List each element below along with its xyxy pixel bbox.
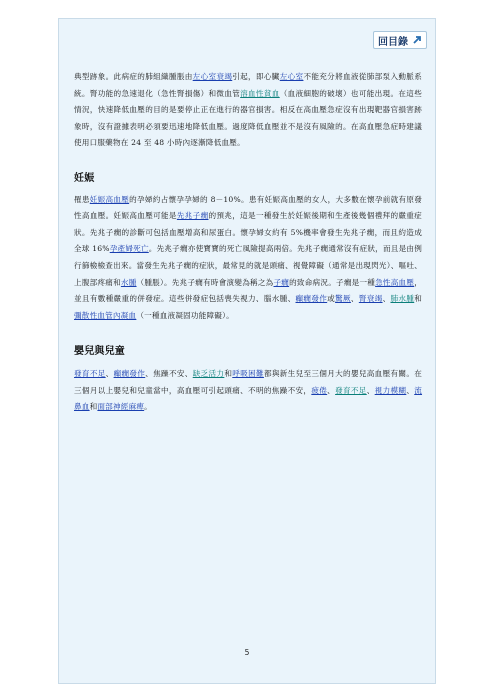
- link-lethargy[interactable]: 缺乏活力: [192, 368, 225, 378]
- text: 罹患: [74, 194, 90, 204]
- link-acute-hypertension[interactable]: 急性高血壓: [375, 277, 415, 287]
- text: 的致命病況。子癇是一種: [289, 277, 376, 287]
- link-gestational-hypertension[interactable]: 妊娠高血壓: [89, 194, 130, 204]
- link-left-ventricle[interactable]: 左心室: [279, 72, 304, 81]
- link-eclampsia[interactable]: 子癇: [273, 277, 290, 287]
- link-edema[interactable]: 水腫: [120, 277, 137, 287]
- link-nosebleed[interactable]: 流鼻血: [74, 385, 423, 412]
- text: 、: [406, 385, 415, 395]
- text: 引起，即心臟: [232, 72, 280, 81]
- text: 或: [327, 294, 336, 304]
- link-fatigue[interactable]: 疲倦: [311, 385, 328, 395]
- link-failure-to-thrive[interactable]: 發育不足: [74, 368, 106, 378]
- back-to-contents-button[interactable]: [373, 31, 427, 49]
- section-heading-children: 嬰兒與兒童: [74, 346, 125, 358]
- text: 、: [327, 385, 336, 395]
- link-blurred-vision[interactable]: 視力模糊: [374, 385, 407, 395]
- back-to-contents-label: 回目錄: [378, 36, 408, 48]
- page-number: 5: [244, 648, 250, 657]
- link-hemolytic-anemia[interactable]: 溶血性貧血: [240, 88, 280, 98]
- article-body: [74, 69, 422, 416]
- link-convulsion[interactable]: 驚厥: [335, 294, 351, 304]
- text: 、: [382, 294, 391, 304]
- link-left-heart-failure[interactable]: 左心室衰竭: [192, 72, 233, 81]
- link-seizure[interactable]: 癲癇發作: [295, 294, 328, 304]
- text: （血液細胞的破壞）也可能出現。在這些情況，快速降低血壓的目的是要停止正在進行的器官損害。相反在高血壓急症沒有出現靶器官損害跡象時，沒有證據表明必須要迅速地降低血壓。過度降低血壓並不是沒有風險的。在高血壓急症時建議使用口服藥物在 24 至 48 小時內逐漸降低血壓。: [74, 88, 422, 148]
- content-frame: [58, 18, 436, 684]
- text: 。: [144, 402, 152, 412]
- text: 和: [224, 368, 233, 378]
- link-maternal-death[interactable]: 孕產婦死亡: [109, 244, 149, 254]
- link-kidney-failure[interactable]: 腎衰竭: [358, 294, 383, 304]
- text: ，並且有數種嚴重的併發症。這些併發症包括喪失視力、腦水腫、: [74, 277, 422, 304]
- text: （一種血液凝固功能障礙）。: [136, 310, 234, 320]
- text: 、: [350, 294, 359, 304]
- paragraph-pregnancy: [74, 192, 422, 325]
- text: 和: [89, 402, 98, 412]
- text: 、焦躁不安、: [145, 368, 193, 378]
- link-preeclampsia[interactable]: 先兆子癇: [176, 211, 209, 221]
- text: 的孕婦約占懷孕孕婦的 8－10%。患有妊娠高血壓的女人，大多數在懷孕前就有原發性高血壓。妊娠高血壓可能是: [74, 194, 422, 221]
- paragraph-children: [74, 366, 422, 416]
- link-pulmonary-edema[interactable]: 肺水腫: [390, 294, 415, 304]
- text: 和: [414, 294, 423, 304]
- link-failure-to-thrive-2[interactable]: 發育不足: [335, 385, 367, 395]
- section-heading-pregnancy: 妊娠: [74, 172, 95, 184]
- text: 典型跡象。此病症的肺組織腫脹由: [74, 72, 193, 81]
- text: （腫脹）。先兆子癇有時會演變為稱之為: [136, 277, 274, 287]
- link-facial-nerve-paralysis[interactable]: 面部神經麻痺: [97, 402, 145, 412]
- link-respiratory-distress[interactable]: 呼吸困難: [232, 368, 264, 378]
- text: 。先兆子癇亦使寶寶的死亡風險提高兩倍。先兆子癇通常沒有症狀，而且是由例行篩檢檢查出來。當發生先兆子癇的症狀，最常見的就是頭痛、視覺障礙（通常是出現閃光）、嘔吐、上腹部疼痛和: [74, 244, 422, 287]
- link-seizure-children[interactable]: 癲癇發作: [113, 368, 146, 378]
- text: 都與新生兒至三個月大的嬰兒高血壓有關。在三個月以上嬰兒和兒童當中，高血壓可引起頭痛、不明的焦躁不安，: [74, 368, 423, 395]
- text: 、: [105, 368, 114, 378]
- text: 、: [366, 385, 375, 395]
- paragraph-hypertensive-emergency: [74, 69, 422, 152]
- arrow-up-right-icon: [412, 35, 422, 45]
- text: 的預兆，這是一種發生於妊娠後期和生產後幾個禮拜的嚴重症狀。先兆子癇的診斷可包括血壓增高和尿蛋白。懷孕婦女約有 5%機率會發生先兆子癇，而且約造成全球 16%: [74, 211, 422, 254]
- link-dic[interactable]: 彌散性血管內凝血: [74, 310, 137, 320]
- text: 不能充分將血液從肺部泵入動脈系統。腎功能的急速退化（急性腎損傷）和微血管: [74, 72, 422, 98]
